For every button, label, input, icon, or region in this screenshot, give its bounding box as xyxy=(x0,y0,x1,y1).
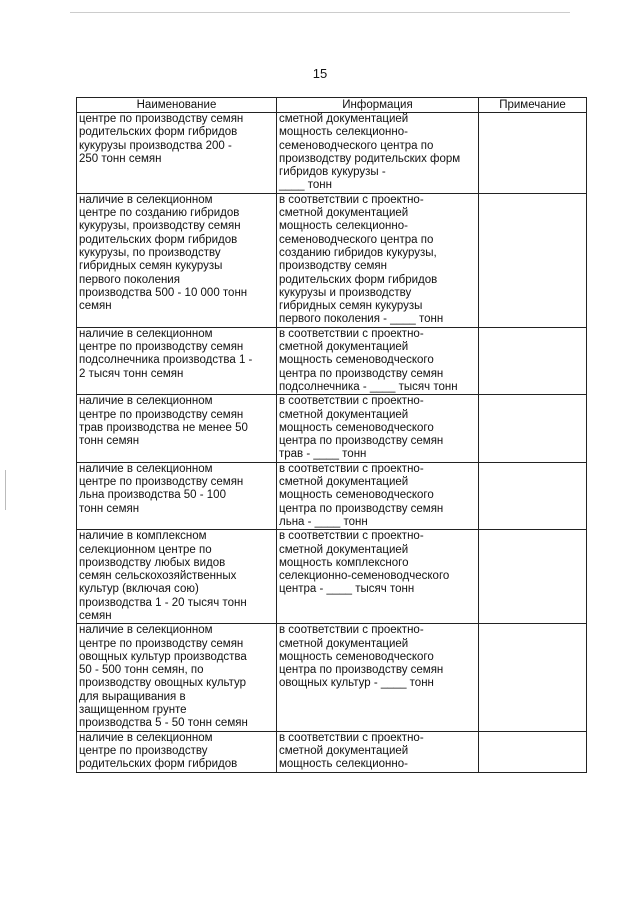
header-info: Информация xyxy=(277,98,479,113)
cell-line: семеноводческого центра по xyxy=(279,139,434,152)
cell-line: трав - ____ тонн xyxy=(279,448,367,461)
table-row xyxy=(77,395,587,462)
cell-line: мощность семеноводческого xyxy=(279,421,434,434)
cell-info xyxy=(277,327,479,394)
cell-line: сметной документацией xyxy=(279,341,409,354)
cell-info xyxy=(277,193,479,327)
cell-line: в соответствии с проектно- xyxy=(279,193,424,206)
cell-line: сметной документацией xyxy=(279,113,409,125)
cell-info xyxy=(277,624,479,731)
cell-note xyxy=(479,530,587,624)
cell-line: кукурузы производства 200 - xyxy=(79,139,232,152)
cell-line: мощность семеноводческого xyxy=(279,650,434,663)
cell-line: гибридных семян кукурузы xyxy=(279,300,423,313)
requirements-table xyxy=(76,97,587,773)
table-row xyxy=(77,113,587,194)
cell-line: наличие в селекционном xyxy=(79,731,213,744)
cell-line: овощных культур производства xyxy=(79,650,247,663)
cell-line: производства 1 - 20 тысяч тонн xyxy=(79,596,247,609)
cell-info xyxy=(277,462,479,529)
cell-line: сметной документацией xyxy=(279,637,409,650)
cell-line: в соответствии с проектно- xyxy=(279,530,424,543)
cell-line: центре по производству семян xyxy=(79,341,244,354)
cell-line: тонн семян xyxy=(79,502,140,515)
cell-line: центре по производству семян xyxy=(79,113,244,125)
cell-note xyxy=(479,731,587,772)
cell-line: для выращивания в xyxy=(79,690,186,703)
cell-line: защищенном грунте xyxy=(79,704,187,717)
cell-line: 2 тысяч тонн семян xyxy=(79,367,184,380)
table-row xyxy=(77,624,587,731)
cell-line: мощность селекционно- xyxy=(279,758,408,771)
cell-line: производства 5 - 50 тонн семян xyxy=(79,717,248,730)
table-row xyxy=(77,462,587,529)
cell-line: родительских форм гибридов xyxy=(79,126,238,139)
cell-note xyxy=(479,193,587,327)
cell-line: центра - ____ тысяч тонн xyxy=(279,583,415,596)
scan-artifact-top xyxy=(70,12,570,13)
cell-line: центра по производству семян xyxy=(279,435,444,448)
cell-line: кукурузы и производству xyxy=(279,286,412,299)
cell-line: производству любых видов xyxy=(79,556,226,569)
cell-line: селекционном центре по xyxy=(79,543,212,556)
cell-line: производству семян xyxy=(279,260,387,273)
cell-line: подсолнечника - ____ тысяч тонн xyxy=(279,380,458,393)
cell-name xyxy=(77,624,277,731)
cell-line: ____ тонн xyxy=(279,179,333,192)
cell-note xyxy=(479,395,587,462)
cell-line: льна - ____ тонн xyxy=(279,515,368,528)
table-row xyxy=(77,193,587,327)
cell-note xyxy=(479,624,587,731)
cell-line: родительских форм гибридов xyxy=(79,233,238,246)
cell-line: в соответствии с проектно- xyxy=(279,395,424,408)
cell-line: трав производства не менее 50 xyxy=(79,421,248,434)
cell-line: центра по производству семян xyxy=(279,367,444,380)
cell-line: 50 - 500 тонн семян, по xyxy=(79,664,204,677)
cell-line: семян xyxy=(79,300,112,313)
cell-line: центре по созданию гибридов xyxy=(79,207,240,220)
cell-name xyxy=(77,327,277,394)
cell-line: семян сельскохозяйственных xyxy=(79,570,237,583)
cell-info xyxy=(277,530,479,624)
cell-line: центре по производству xyxy=(79,744,208,757)
cell-line: гибридных семян кукурузы xyxy=(79,260,223,273)
cell-line: в соответствии с проектно- xyxy=(279,624,424,637)
cell-line: подсолнечника производства 1 - xyxy=(79,354,253,367)
cell-line: семеноводческого центра по xyxy=(279,233,434,246)
cell-line: мощность семеноводческого xyxy=(279,489,434,502)
cell-name xyxy=(77,395,277,462)
cell-line: центре по производству семян xyxy=(79,408,244,421)
cell-line: первого поколения xyxy=(79,273,180,286)
cell-line: селекционно-семеноводческого xyxy=(279,570,450,583)
cell-line: сметной документацией xyxy=(279,744,409,757)
cell-name xyxy=(77,530,277,624)
cell-line: 250 тонн семян xyxy=(79,152,162,165)
cell-line: в соответствии с проектно- xyxy=(279,731,424,744)
cell-name xyxy=(77,113,277,194)
table-header-row xyxy=(77,98,587,113)
cell-line: первого поколения - ____ тонн xyxy=(279,313,444,326)
cell-line: культур (включая сою) xyxy=(79,583,199,596)
cell-note xyxy=(479,327,587,394)
cell-info xyxy=(277,395,479,462)
cell-note xyxy=(479,462,587,529)
cell-line: в соответствии с проектно- xyxy=(279,327,424,340)
cell-line: центре по производству семян xyxy=(79,476,244,489)
cell-line: родительских форм гибридов xyxy=(279,273,438,286)
cell-line: центра по производству семян xyxy=(279,502,444,515)
cell-line: наличие в комплексном xyxy=(79,530,207,543)
cell-line: центре по производству семян xyxy=(79,637,244,650)
cell-info xyxy=(277,731,479,772)
table-row xyxy=(77,731,587,772)
cell-line: родительских форм гибридов xyxy=(79,758,238,771)
cell-line: кукурузы, производству семян xyxy=(79,220,241,233)
cell-line: центра по производству семян xyxy=(279,664,444,677)
cell-name xyxy=(77,193,277,327)
cell-line: мощность селекционно- xyxy=(279,220,408,233)
cell-line: производству родительских форм xyxy=(279,152,461,165)
table-row xyxy=(77,327,587,394)
cell-line: овощных культур - ____ тонн xyxy=(279,677,434,690)
cell-line: мощность семеноводческого xyxy=(279,354,434,367)
cell-line: наличие в селекционном xyxy=(79,624,213,637)
cell-line: сметной документацией xyxy=(279,476,409,489)
cell-line: в соответствии с проектно- xyxy=(279,462,424,475)
cell-line: гибридов кукурузы - xyxy=(279,166,386,179)
cell-line: производства 500 - 10 000 тонн xyxy=(79,286,248,299)
cell-line: наличие в селекционном xyxy=(79,193,213,206)
cell-name xyxy=(77,462,277,529)
cell-line: мощность комплексного xyxy=(279,556,409,569)
cell-line: сметной документацией xyxy=(279,543,409,556)
cell-line: созданию гибридов кукурузы, xyxy=(279,246,437,259)
cell-line: сметной документацией xyxy=(279,408,409,421)
page-number: 15 xyxy=(312,66,328,81)
cell-line: наличие в селекционном xyxy=(79,395,213,408)
cell-line: мощность селекционно- xyxy=(279,126,408,139)
scan-artifact-left xyxy=(5,470,6,510)
cell-note xyxy=(479,113,587,194)
cell-line: наличие в селекционном xyxy=(79,462,213,475)
table-row xyxy=(77,530,587,624)
cell-line: производству овощных культур xyxy=(79,677,247,690)
cell-line: тонн семян xyxy=(79,435,140,448)
cell-line: сметной документацией xyxy=(279,207,409,220)
cell-line: кукурузы, по производству xyxy=(79,246,221,259)
header-name: Наименование xyxy=(77,98,277,113)
header-note: Примечание xyxy=(479,98,587,113)
cell-line: семян xyxy=(79,609,112,622)
cell-info xyxy=(277,113,479,194)
cell-name xyxy=(77,731,277,772)
cell-line: льна производства 50 - 100 xyxy=(79,489,226,502)
cell-line: наличие в селекционном xyxy=(79,327,213,340)
